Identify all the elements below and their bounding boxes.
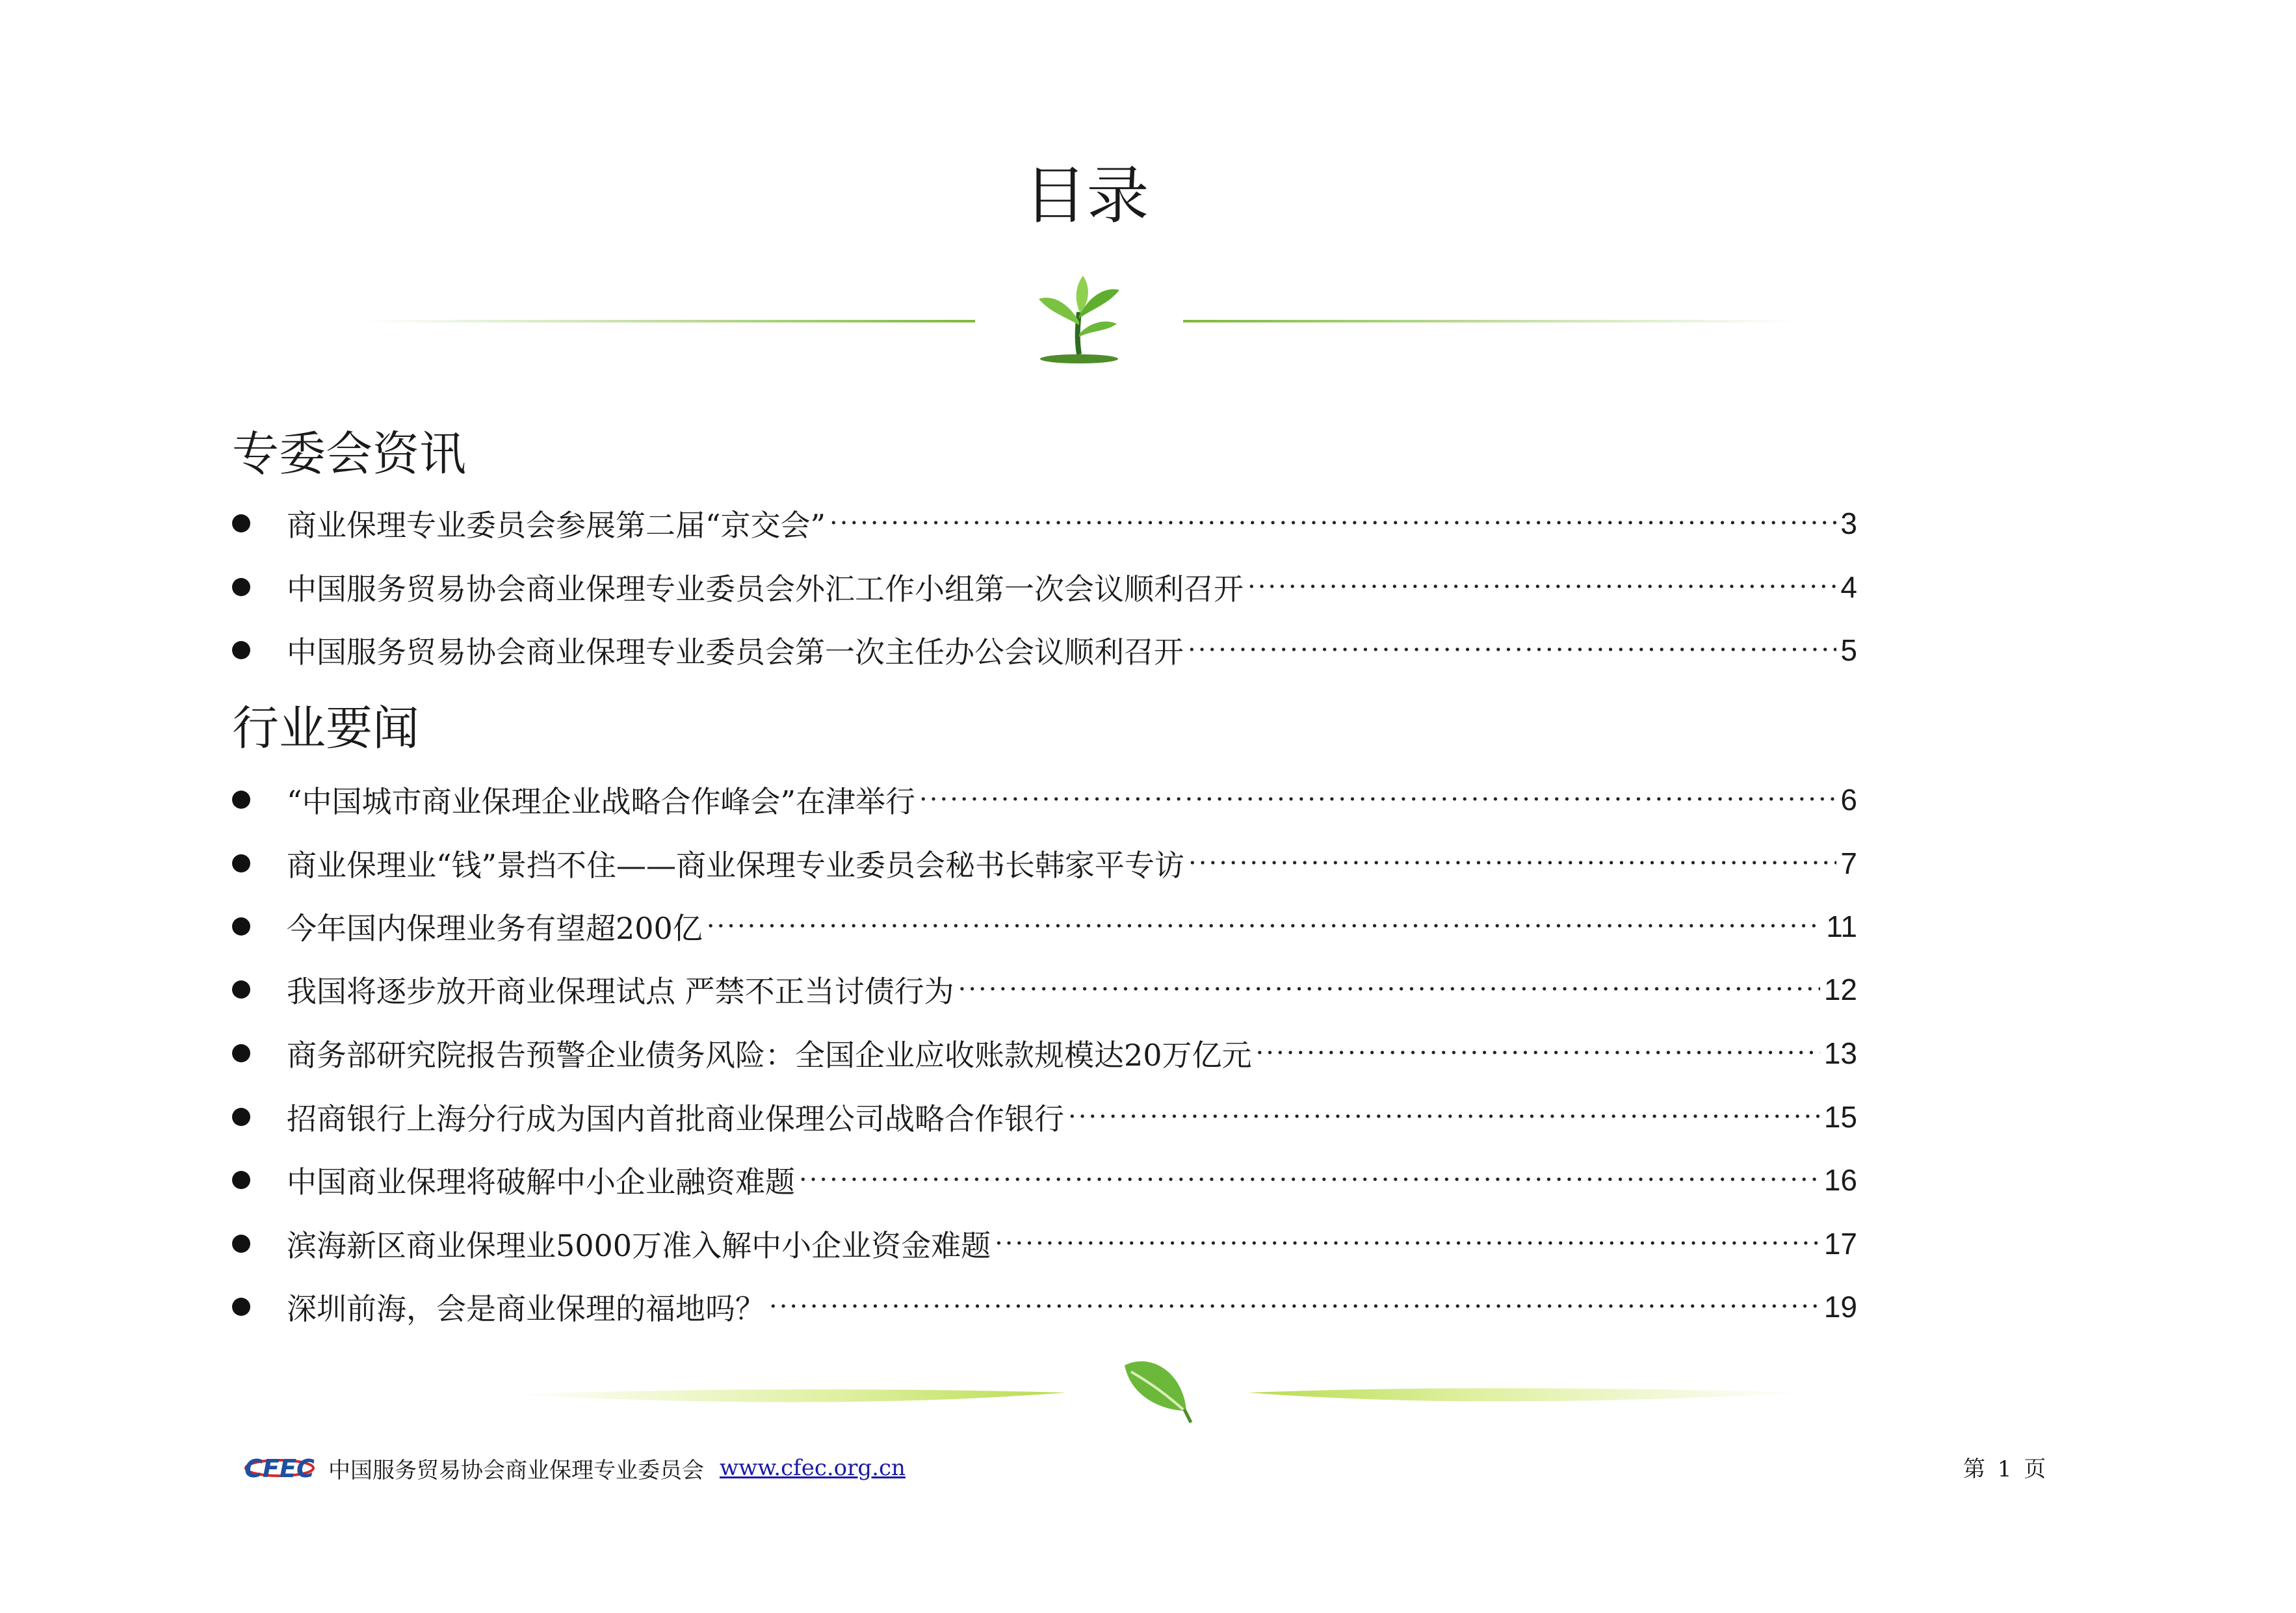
dot-leader xyxy=(707,911,1822,941)
dot-leader xyxy=(1188,635,1836,665)
toc-entry-title: 深圳前海，会是商业保理的福地吗？ xyxy=(287,1291,765,1326)
leaf-divider xyxy=(507,1352,1807,1450)
toc-entry[interactable] xyxy=(232,501,1857,546)
bullet-icon xyxy=(232,980,250,999)
bullet-icon xyxy=(232,514,250,532)
website-link[interactable]: www.cfec.org.cn xyxy=(720,1455,906,1481)
logo-text: CFEC xyxy=(244,1454,315,1483)
toc-page-number: 17 xyxy=(1823,1227,1857,1261)
leaf-icon xyxy=(1125,1361,1191,1423)
divider-line-right xyxy=(1183,320,1794,322)
bullet-icon xyxy=(232,641,250,659)
toc-entry[interactable] xyxy=(232,627,1857,673)
dot-leader xyxy=(1247,572,1836,602)
toc-entry[interactable] xyxy=(232,777,1857,822)
bullet-icon xyxy=(232,1171,250,1189)
toc-entry[interactable] xyxy=(232,1284,1857,1330)
toc-page-number: 7 xyxy=(1840,846,1857,880)
toc-entry[interactable] xyxy=(232,841,1857,886)
toc-entry[interactable] xyxy=(232,1030,1857,1076)
dot-leader xyxy=(919,785,1836,815)
dot-leader xyxy=(799,1165,1820,1195)
divider-line-left xyxy=(364,320,975,322)
toc-entry-title: 招商银行上海分行成为国内首批商业保理公司战略合作银行 xyxy=(287,1101,1064,1136)
toc-page-number: 11 xyxy=(1826,910,1857,943)
dot-leader xyxy=(995,1229,1820,1259)
dot-leader xyxy=(1068,1102,1820,1132)
toc-page-number: 6 xyxy=(1840,783,1857,817)
bullet-icon xyxy=(232,1298,250,1316)
toc-entry-title: 今年国内保理业务有望超200亿 xyxy=(287,911,703,946)
toc-entry-title: 商务部研究院报告预警企业债务风险：全国企业应收账款规模达20万亿元 xyxy=(287,1038,1252,1073)
toc-entry[interactable] xyxy=(232,904,1857,949)
bullet-icon xyxy=(232,917,250,936)
footer-organization: 中国服务贸易协会商业保理专业委员会 xyxy=(328,1457,704,1484)
toc-entry[interactable] xyxy=(232,967,1857,1012)
page-title: 目录 xyxy=(1024,159,1149,232)
toc-entry-title: 中国商业保理将破解中小企业融资难题 xyxy=(287,1164,795,1200)
page-number-label: 第 1 页 xyxy=(1963,1456,2049,1482)
toc-entry-title: 滨海新区商业保理业5000万准入解中小企业资金难题 xyxy=(287,1228,991,1263)
toc-entry[interactable] xyxy=(232,564,1857,610)
toc-page-number: 4 xyxy=(1840,570,1857,604)
bullet-icon xyxy=(232,1044,250,1062)
toc-entry[interactable] xyxy=(232,1157,1857,1203)
section-heading-news: 专委会资讯 xyxy=(232,426,467,481)
toc-entry-title: 中国服务贸易协会商业保理专业委员会外汇工作小组第一次会议顺利召开 xyxy=(287,571,1244,607)
bullet-icon xyxy=(232,1235,250,1253)
toc-page-number: 16 xyxy=(1823,1163,1857,1197)
toc-page-number: 13 xyxy=(1823,1036,1857,1070)
toc-entry[interactable] xyxy=(232,1094,1857,1140)
section-heading-industry: 行业要闻 xyxy=(232,701,420,755)
toc-entry-title: 我国将逐步放开商业保理试点 严禁不正当讨债行为 xyxy=(287,974,954,1009)
toc-page-number: 15 xyxy=(1823,1100,1857,1134)
toc-entry-title: “中国城市商业保理企业战略合作峰会”在津举行 xyxy=(287,784,916,819)
toc-entry[interactable] xyxy=(232,1221,1857,1266)
toc-page-number: 12 xyxy=(1823,973,1857,1006)
toc-page-number: 3 xyxy=(1840,506,1857,540)
bullet-icon xyxy=(232,791,250,809)
dot-leader xyxy=(829,508,1836,538)
dot-leader xyxy=(1188,848,1836,878)
dot-leader xyxy=(769,1292,1820,1322)
tree-divider xyxy=(364,273,1794,364)
toc-page-number: 5 xyxy=(1840,633,1857,667)
footer xyxy=(244,1449,906,1488)
toc-entry-title: 商业保理业“钱”景挡不住——商业保理专业委员会秘书长韩家平专访 xyxy=(287,848,1185,883)
toc-page-number: 19 xyxy=(1823,1290,1857,1324)
toc-entry-title: 商业保理专业委员会参展第二届“京交会” xyxy=(287,508,826,543)
bullet-icon xyxy=(232,854,250,872)
tree-icon xyxy=(1039,276,1119,363)
dot-leader xyxy=(958,975,1820,1004)
dot-leader xyxy=(1256,1038,1820,1068)
cfec-logo xyxy=(244,1449,315,1488)
bullet-icon xyxy=(232,578,250,596)
bullet-icon xyxy=(232,1108,250,1126)
toc-entry-title: 中国服务贸易协会商业保理专业委员会第一次主任办公会议顺利召开 xyxy=(287,635,1184,670)
